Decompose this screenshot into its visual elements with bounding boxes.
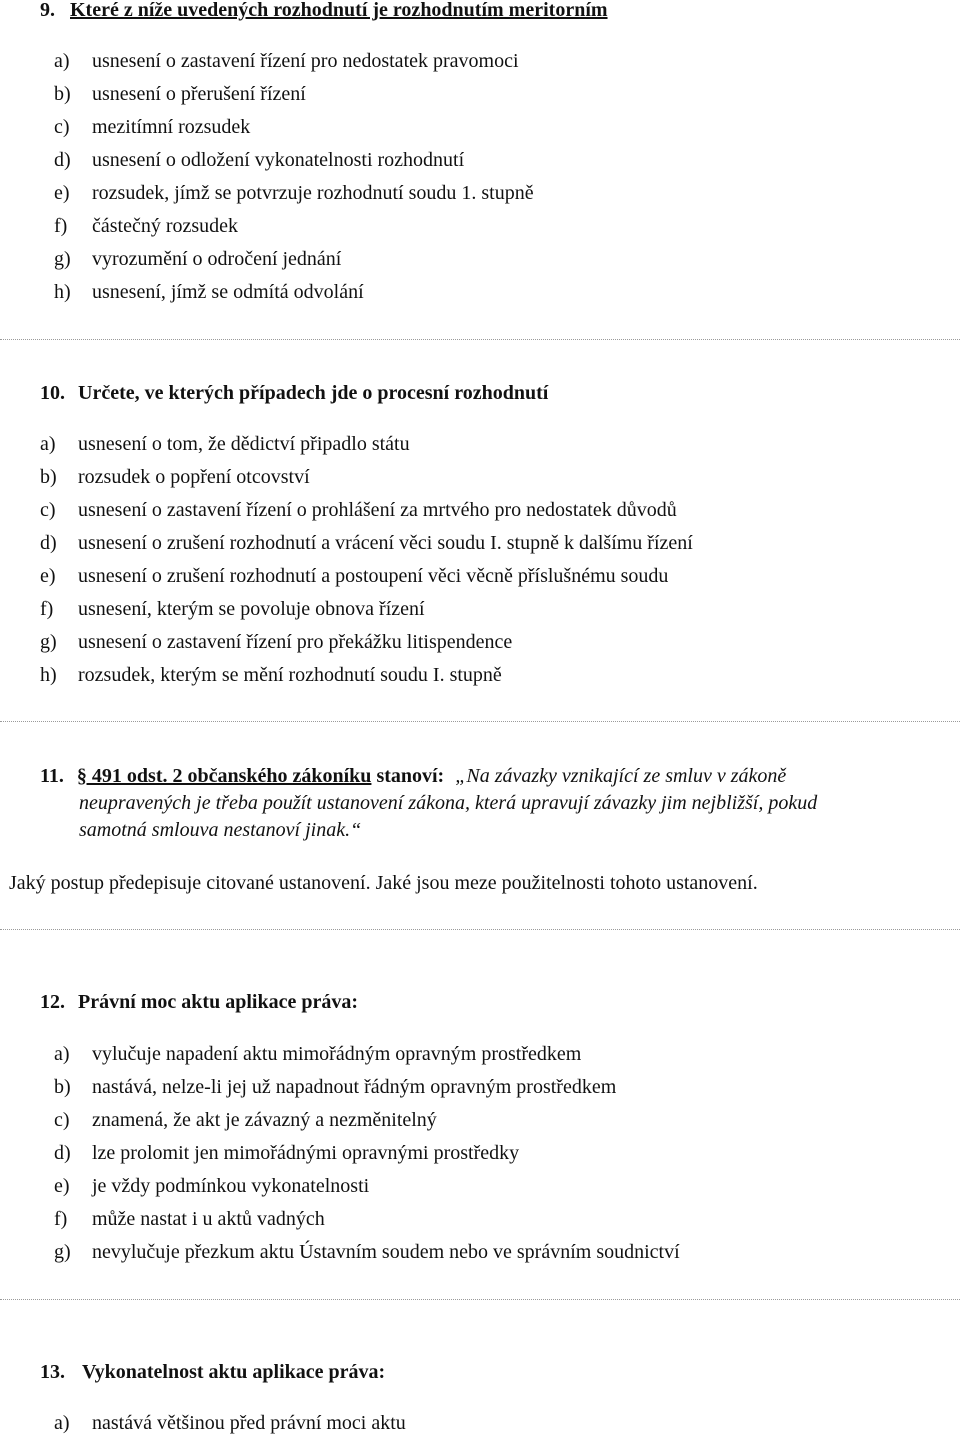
q12-option-b (54, 1075, 616, 1099)
option-letter: a) (54, 1043, 70, 1065)
question-12-heading (40, 990, 358, 1014)
option-letter: e) (54, 1175, 70, 1197)
quote-line-1: „Na závazky vznikající ze smluv v zákoně (455, 765, 787, 787)
option-letter: g) (54, 248, 71, 270)
option-text: nastává, nelze-li jej už napadnout řádným opravným prostředkem (92, 1076, 617, 1098)
option-letter: e) (40, 565, 56, 587)
q12-option-g (54, 1240, 680, 1264)
q10-option-f (40, 597, 425, 621)
stanovi-label: stanoví: (376, 765, 445, 787)
q10-option-e (40, 564, 668, 588)
option-letter: g) (40, 631, 57, 653)
option-letter: a) (54, 1412, 70, 1434)
option-text: je vždy podmínkou vykonatelnosti (92, 1175, 370, 1197)
law-section-reference: § 491 odst. 2 občanského zákoníku (76, 765, 372, 787)
option-letter: b) (54, 83, 71, 105)
q9-option-g (54, 247, 341, 271)
question-11-prompt: Jaký postup předepisuje citované ustanovení. Jaké jsou meze použitelnosti tohoto ustanovení. (9, 872, 758, 894)
option-text: částečný rozsudek (92, 215, 239, 237)
q12-option-a (54, 1042, 581, 1066)
q9-option-e (54, 181, 534, 205)
option-letter: e) (54, 182, 70, 204)
section-divider (0, 929, 960, 930)
option-letter: b) (40, 466, 57, 488)
option-letter: c) (40, 499, 56, 521)
question-11-heading (40, 764, 786, 788)
option-text: rozsudek o popření otcovství (78, 466, 310, 488)
q10-option-g (40, 630, 512, 654)
option-letter: f) (54, 1208, 68, 1230)
q12-option-e (54, 1174, 369, 1198)
option-text: znamená, že akt je závazný a nezměnitelný (92, 1109, 437, 1131)
question-number: 10. (40, 382, 65, 404)
q10-option-a (40, 432, 410, 456)
option-letter: d) (40, 532, 57, 554)
option-letter: a) (40, 433, 56, 455)
option-letter: b) (54, 1076, 71, 1098)
option-text: lze prolomit jen mimořádnými opravnými prostředky (92, 1142, 520, 1164)
q13-option-a (54, 1411, 406, 1435)
q12-option-d (54, 1141, 519, 1165)
option-text: může nastat i u aktů vadných (92, 1208, 325, 1230)
option-text: usnesení o zrušení rozhodnutí a vrácení věci soudu I. stupně k dalšímu řízení (78, 532, 693, 554)
option-text: usnesení o přerušení řízení (92, 83, 306, 105)
question-title: Určete, ve kterých případech jde o procesní rozhodnutí (78, 382, 549, 404)
option-text: usnesení, jímž se odmítá odvolání (92, 281, 364, 303)
section-divider (0, 721, 960, 722)
option-text: nevylučuje přezkum aktu Ústavním soudem nebo ve správním soudnictví (92, 1241, 680, 1263)
question-title: Které z níže uvedených rozhodnutí je rozhodnutím meritorním (70, 0, 608, 21)
question-9-heading (40, 0, 608, 22)
option-text: usnesení o zrušení rozhodnutí a postoupení věci věcně příslušnému soudu (78, 565, 669, 587)
question-number: 11. (40, 765, 64, 787)
question-title: Vykonatelnost aktu aplikace práva: (82, 1361, 386, 1383)
q9-option-c (54, 115, 250, 139)
q9-option-f (54, 214, 238, 238)
section-divider (0, 339, 960, 340)
option-text: usnesení o tom, že dědictví připadlo státu (78, 433, 410, 455)
option-letter: g) (54, 1241, 71, 1263)
option-text: nastává většinou před právní moci aktu (92, 1412, 406, 1434)
question-number: 12. (40, 991, 65, 1013)
option-letter: d) (54, 1142, 71, 1164)
question-title: Právní moc aktu aplikace práva: (78, 991, 358, 1013)
option-text: usnesení o odložení vykonatelnosti rozhodnutí (92, 149, 465, 171)
option-letter: h) (54, 281, 71, 303)
option-text: rozsudek, jímž se potvrzuje rozhodnutí soudu 1. stupně (92, 182, 534, 204)
question-10-heading (40, 381, 548, 405)
option-letter: d) (54, 149, 71, 171)
option-letter: h) (40, 664, 57, 686)
option-text: mezitímní rozsudek (92, 116, 251, 138)
quote-line-2: neupravených je třeba použít ustanovení zákona, která upravují závazky jim nejbližší, pokud (79, 792, 818, 814)
option-text: usnesení o zastavení řízení o prohlášení za mrtvého pro nedostatek důvodů (78, 499, 677, 521)
q10-option-d (40, 531, 693, 555)
option-text: rozsudek, kterým se mění rozhodnutí soudu I. stupně (78, 664, 502, 686)
option-letter: a) (54, 50, 70, 72)
q9-option-d (54, 148, 464, 172)
question-13-heading (40, 1360, 385, 1384)
option-text: usnesení o zastavení řízení pro překážku litispendence (78, 631, 513, 653)
q10-option-b (40, 465, 310, 489)
q9-option-h (54, 280, 364, 304)
option-letter: f) (40, 598, 54, 620)
question-number: 9. (40, 0, 55, 21)
option-text: vyrozumění o odročení jednání (92, 248, 342, 270)
option-letter: c) (54, 1109, 70, 1131)
q12-option-c (54, 1108, 437, 1132)
option-letter: f) (54, 215, 68, 237)
q10-option-h (40, 663, 502, 687)
q12-option-f (54, 1207, 325, 1231)
option-text: usnesení o zastavení řízení pro nedostatek pravomoci (92, 50, 519, 72)
section-divider (0, 1299, 960, 1300)
q10-option-c (40, 498, 677, 522)
q9-option-a (54, 49, 519, 73)
quote-line-3: samotná smlouva nestanoví jinak.“ (79, 819, 362, 841)
option-text: vylučuje napadení aktu mimořádným opravným prostředkem (92, 1043, 582, 1065)
option-letter: c) (54, 116, 70, 138)
option-text: usnesení, kterým se povoluje obnova řízení (78, 598, 425, 620)
q9-option-b (54, 82, 306, 106)
question-number: 13. (40, 1361, 65, 1383)
